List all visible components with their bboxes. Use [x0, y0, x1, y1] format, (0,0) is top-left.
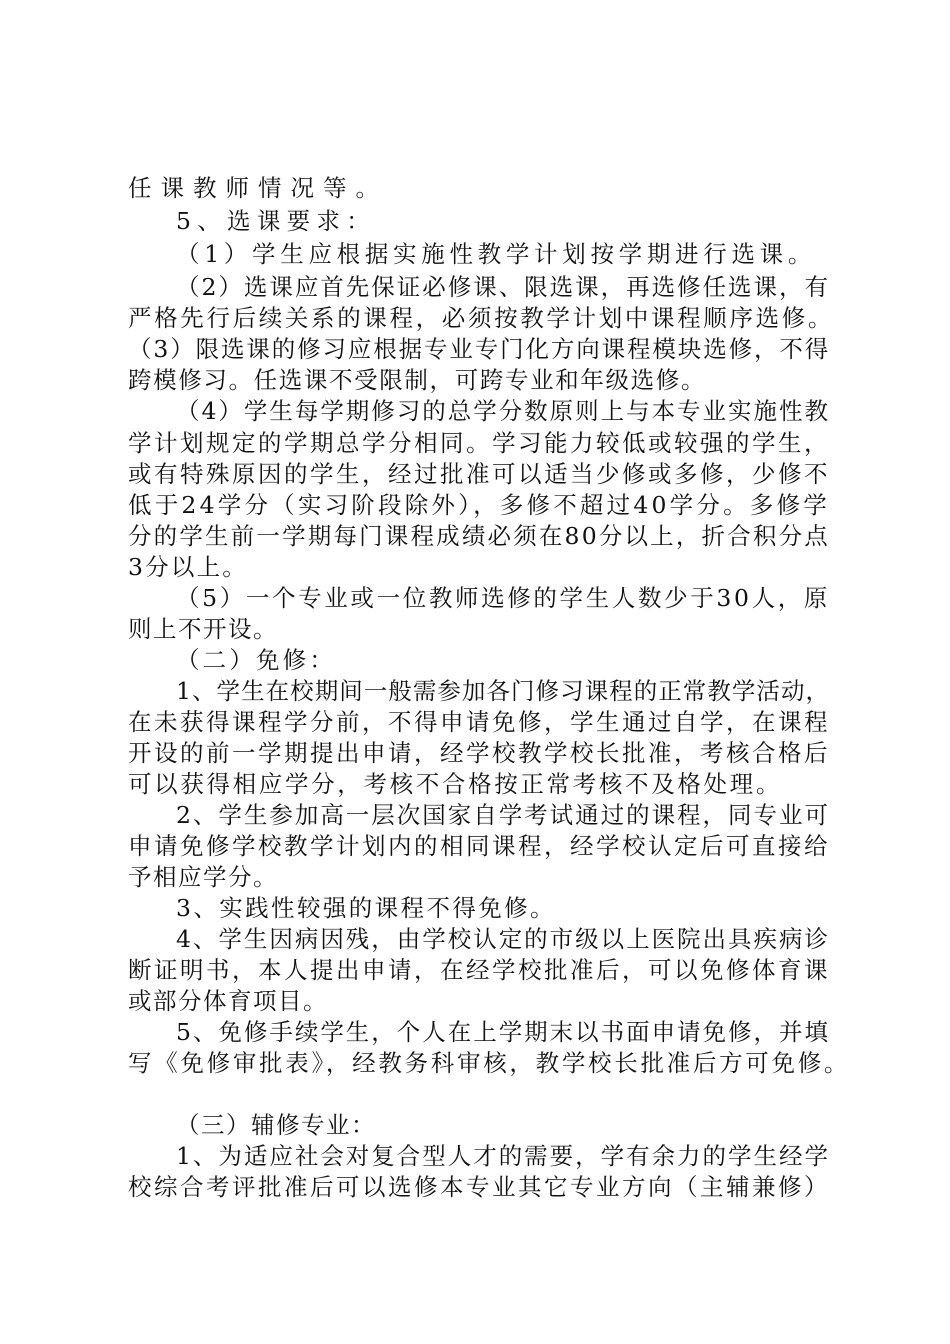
text-line: 4、学生因病因残，由学校认定的市级以上医院出具疾病诊 [176, 925, 830, 953]
text-line: 学计划规定的学期总学分相同。学习能力较低或较强的学生， [128, 429, 830, 457]
section-heading: （二）免修： [176, 646, 337, 674]
text-line: 予相应学分。 [128, 863, 278, 891]
text-line: 5、免修手续学生，个人在上学期末以书面申请免修，并填 [176, 1018, 830, 1046]
text-line: 申请免修学校教学计划内的相同课程，经学校认定后可直接给 [128, 832, 830, 860]
text-line: （1）学生应根据实施性教学计划按学期进行选课。 [176, 240, 817, 268]
text-line: 2、学生参加高一层次国家自学考试通过的课程，同专业可 [176, 801, 830, 829]
text-line: 分的学生前一学期每门课程成绩必须在80分以上，折合积分点 [128, 522, 830, 550]
text-line: 低于24学分（实习阶段除外），多修不超过40学分。多修学 [128, 491, 830, 519]
text-line: 跨模修习。任选课不受限制，可跨专业和年级选修。 [128, 366, 706, 394]
text-line: 断证明书，本人提出申请，在经学校批准后，可以免修体育课 [128, 956, 830, 984]
text-line: 3、实践性较强的课程不得免修。 [176, 894, 556, 922]
text-line: （5）一个专业或一位教师选修的学生人数少于30人，原 [176, 584, 830, 612]
section-heading: （三）辅修专业： [176, 1111, 376, 1139]
text-line: 或有特殊原因的学生，经过批准可以适当少修或多修，少修不 [128, 460, 830, 488]
text-line: （3）限选课的修习应根据专业专门化方向课程模块选修，不得 [128, 335, 831, 363]
text-line: 3分以上。 [128, 553, 249, 581]
text-line: 严格先行后续关系的课程，必须按教学计划中课程顺序选修。 [128, 304, 835, 332]
text-line: 写《免修审批表》，经教务科审核，教学校长批准后方可免修。 [128, 1049, 851, 1077]
text-line: 则上不开设。 [128, 615, 278, 643]
text-line: 在未获得课程学分前，不得申请免修，学生通过自学，在课程 [128, 708, 830, 736]
text-line: 或部分体育项目。 [128, 987, 328, 1015]
text-line: 任课教师情况等。 [128, 174, 388, 202]
text-line: 校综合考评批准后可以选修本专业其它专业方向（主辅兼修） [128, 1173, 830, 1201]
text-line: 可以获得相应学分，考核不合格按正常考核不及格处理。 [128, 770, 782, 798]
text-line: 1、学生在校期间一般需参加各门修习课程的正常教学活动， [176, 677, 831, 705]
text-line: （4）学生每学期修习的总学分数原则上与本专业实施性教 [176, 397, 830, 425]
text-line: 5、选课要求： [176, 207, 376, 235]
text-line: 开设的前一学期提出申请，经学校教学校长批准，考核合格后 [128, 739, 830, 767]
text-line: 1、为适应社会对复合型人才的需要，学有余力的学生经学 [176, 1142, 830, 1170]
text-line: （2）选课应首先保证必修课、限选课，再选修任选课，有 [176, 273, 830, 301]
